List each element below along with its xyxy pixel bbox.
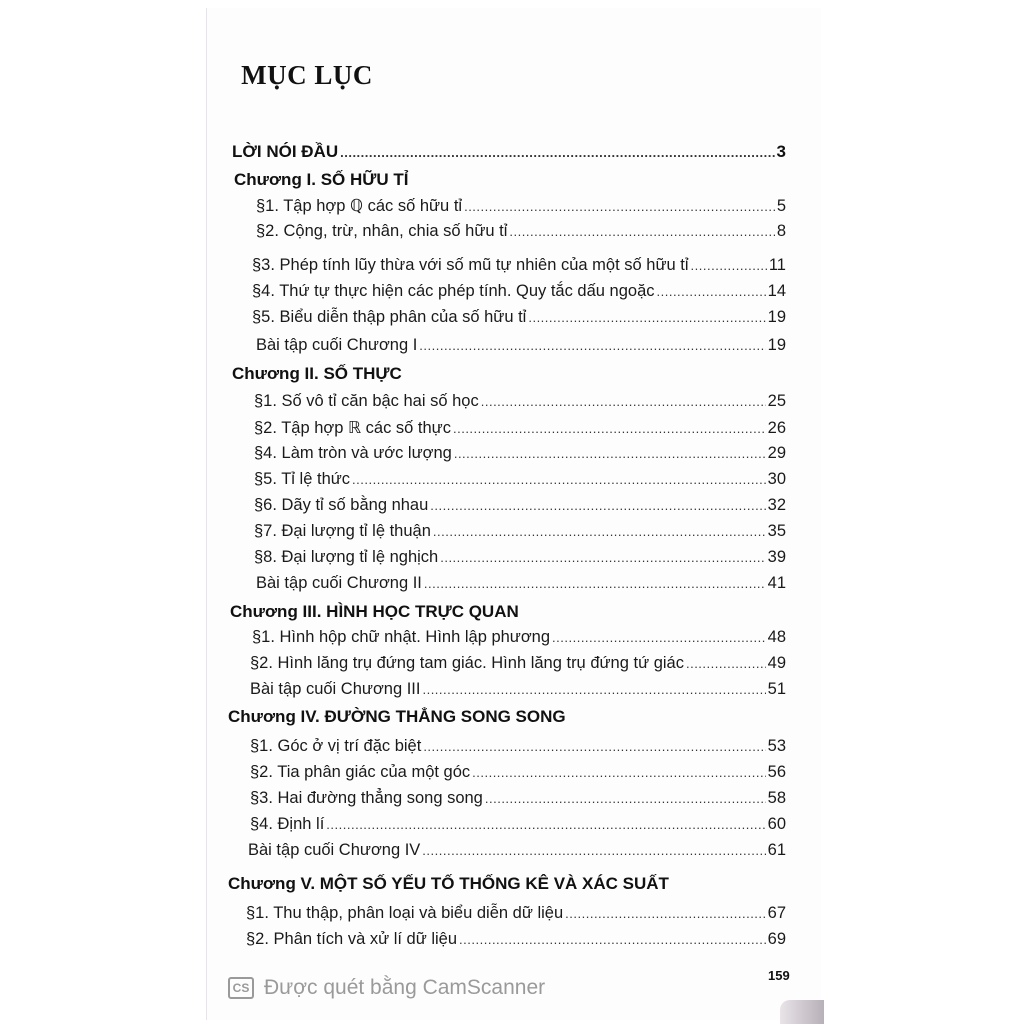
entry-page-number: 58 [767, 789, 786, 807]
dot-leader [472, 765, 766, 780]
dot-leader [326, 817, 765, 832]
chapter-heading: Chương II. SỐ THỰC [232, 364, 402, 383]
toc-entry [254, 522, 786, 541]
entry-label: §7. Đại lượng tỉ lệ thuận [254, 522, 431, 540]
dot-leader [340, 145, 774, 160]
toc-entry [256, 222, 786, 241]
entry-page-number: 30 [767, 470, 786, 488]
chapter-heading: Chương III. HÌNH HỌC TRỰC QUAN [230, 602, 519, 621]
toc-entry [246, 904, 786, 923]
toc-entry [246, 930, 786, 949]
dot-leader [423, 739, 765, 754]
entry-page-number: 32 [767, 496, 786, 514]
entry-label: §3. Hai đường thẳng song song [250, 789, 483, 807]
entry-label: §1. Góc ở vị trí đặc biệt [250, 737, 422, 755]
entry-page-number: 14 [767, 282, 786, 300]
toc-entry [254, 444, 786, 463]
entry-page-number: 53 [767, 737, 786, 755]
dot-leader [528, 310, 765, 325]
entry-label: §5. Biểu diễn thập phân của số hữu tỉ [252, 308, 527, 326]
toc-entry [256, 574, 786, 593]
toc-entry [252, 282, 786, 301]
toc-entry [254, 470, 786, 489]
camscanner-logo-icon: CS [228, 977, 254, 999]
entry-label: §3. Phép tính lũy thừa với số mũ tự nhiên của một số hữu tỉ [252, 256, 689, 274]
entry-page-number: 60 [767, 815, 786, 833]
dot-leader [352, 472, 766, 487]
dot-leader [481, 394, 766, 409]
chapter-heading: Chương I. SỐ HỮU TỈ [234, 170, 409, 189]
page-curl-shadow [780, 1000, 824, 1024]
entry-page-number: 49 [767, 654, 786, 672]
entry-page-number: 35 [767, 522, 786, 540]
entry-label: §2. Tia phân giác của một góc [250, 763, 471, 781]
entry-page-number: 26 [767, 419, 786, 437]
entry-page-number: 51 [767, 680, 786, 698]
toc-entry [256, 336, 786, 355]
entry-label: Bài tập cuối Chương IV [248, 841, 421, 859]
entry-page-number: 25 [767, 392, 786, 410]
watermark-text: Được quét bằng CamScanner [264, 976, 546, 999]
toc-entry-preface [232, 142, 786, 162]
entry-page-number: 29 [767, 444, 786, 462]
entry-page-number: 56 [767, 763, 786, 781]
entry-page-number: 69 [767, 930, 786, 948]
page-number: 159 [768, 968, 790, 983]
entry-label: §5. Tỉ lệ thức [254, 470, 351, 488]
toc-entry [254, 418, 786, 438]
entry-page-number: 19 [767, 308, 786, 326]
entry-label: Bài tập cuối Chương II [256, 574, 422, 592]
dot-leader [419, 338, 765, 353]
dot-leader [422, 843, 765, 858]
camscanner-watermark [228, 976, 545, 1000]
toc-entry [250, 737, 786, 756]
entry-page-number: 39 [767, 548, 786, 566]
dot-leader [454, 446, 766, 461]
toc-entry [252, 256, 786, 275]
toc-entry [254, 548, 786, 567]
toc-entry [252, 628, 786, 647]
entry-label: LỜI NÓI ĐẦU [232, 142, 339, 161]
entry-label: §1. Tập hợp ℚ các số hữu tỉ [256, 197, 463, 215]
entry-label: Bài tập cuối Chương III [250, 680, 421, 698]
entry-label: §1. Số vô tỉ căn bậc hai số học [254, 392, 479, 410]
dot-leader [686, 656, 766, 671]
entry-page-number: 67 [767, 904, 786, 922]
entry-label: §8. Đại lượng tỉ lệ nghịch [254, 548, 439, 566]
toc-entry [250, 654, 786, 673]
toc-entry [250, 680, 786, 699]
toc-entry [250, 789, 786, 808]
dot-leader [459, 932, 766, 947]
entry-page-number: 11 [768, 256, 786, 274]
entry-page-number: 48 [767, 628, 786, 646]
chapter-heading: Chương V. MỘT SỐ YẾU TỐ THỐNG KÊ VÀ XÁC SUẤT [228, 874, 669, 893]
entry-page-number: 19 [767, 336, 786, 354]
dot-leader [657, 284, 766, 299]
dot-leader [691, 258, 767, 273]
toc-entry [254, 392, 786, 411]
entry-page-number: 61 [767, 841, 786, 859]
dot-leader [464, 199, 775, 214]
dot-leader [430, 498, 765, 513]
toc-entry [250, 763, 786, 782]
page-title: MỤC LỤC [241, 60, 373, 90]
dot-leader [424, 576, 766, 591]
entry-label: §1. Hình hộp chữ nhật. Hình lập phương [252, 628, 551, 646]
entry-label: §6. Dãy tỉ số bằng nhau [254, 496, 429, 514]
dot-leader [552, 630, 766, 645]
entry-label: §4. Định lí [250, 815, 325, 833]
dot-leader [422, 682, 765, 697]
entry-page-number: 41 [767, 574, 786, 592]
dot-leader [453, 421, 766, 436]
chapter-heading: Chương IV. ĐƯỜNG THẲNG SONG SONG [228, 707, 566, 726]
entry-label: §1. Thu thập, phân loại và biểu diễn dữ liệu [246, 904, 564, 922]
entry-label: §4. Làm tròn và ước lượng [254, 444, 452, 462]
entry-label: §2. Hình lăng trụ đứng tam giác. Hình lăng trụ đứng tứ giác [250, 654, 684, 672]
entry-page-number: 5 [776, 197, 786, 215]
entry-label: §2. Cộng, trừ, nhân, chia số hữu tỉ [256, 222, 508, 240]
entry-label: §2. Phân tích và xử lí dữ liệu [246, 930, 458, 948]
toc-entry [248, 841, 786, 860]
entry-page-number: 8 [776, 222, 786, 240]
entry-page-number: 3 [776, 142, 786, 161]
dot-leader [485, 791, 766, 806]
dot-leader [433, 524, 766, 539]
dot-leader [565, 906, 765, 921]
entry-label: §4. Thứ tự thực hiện các phép tính. Quy tắc dấu ngoặc [252, 282, 655, 300]
toc-entry [252, 308, 786, 327]
toc-entry [256, 196, 786, 216]
dot-leader [440, 550, 765, 565]
dot-leader [509, 224, 774, 239]
toc-entry [254, 496, 786, 515]
entry-label: Bài tập cuối Chương I [256, 336, 418, 354]
entry-label: §2. Tập hợp ℝ các số thực [254, 419, 451, 437]
toc-entry [250, 815, 786, 834]
